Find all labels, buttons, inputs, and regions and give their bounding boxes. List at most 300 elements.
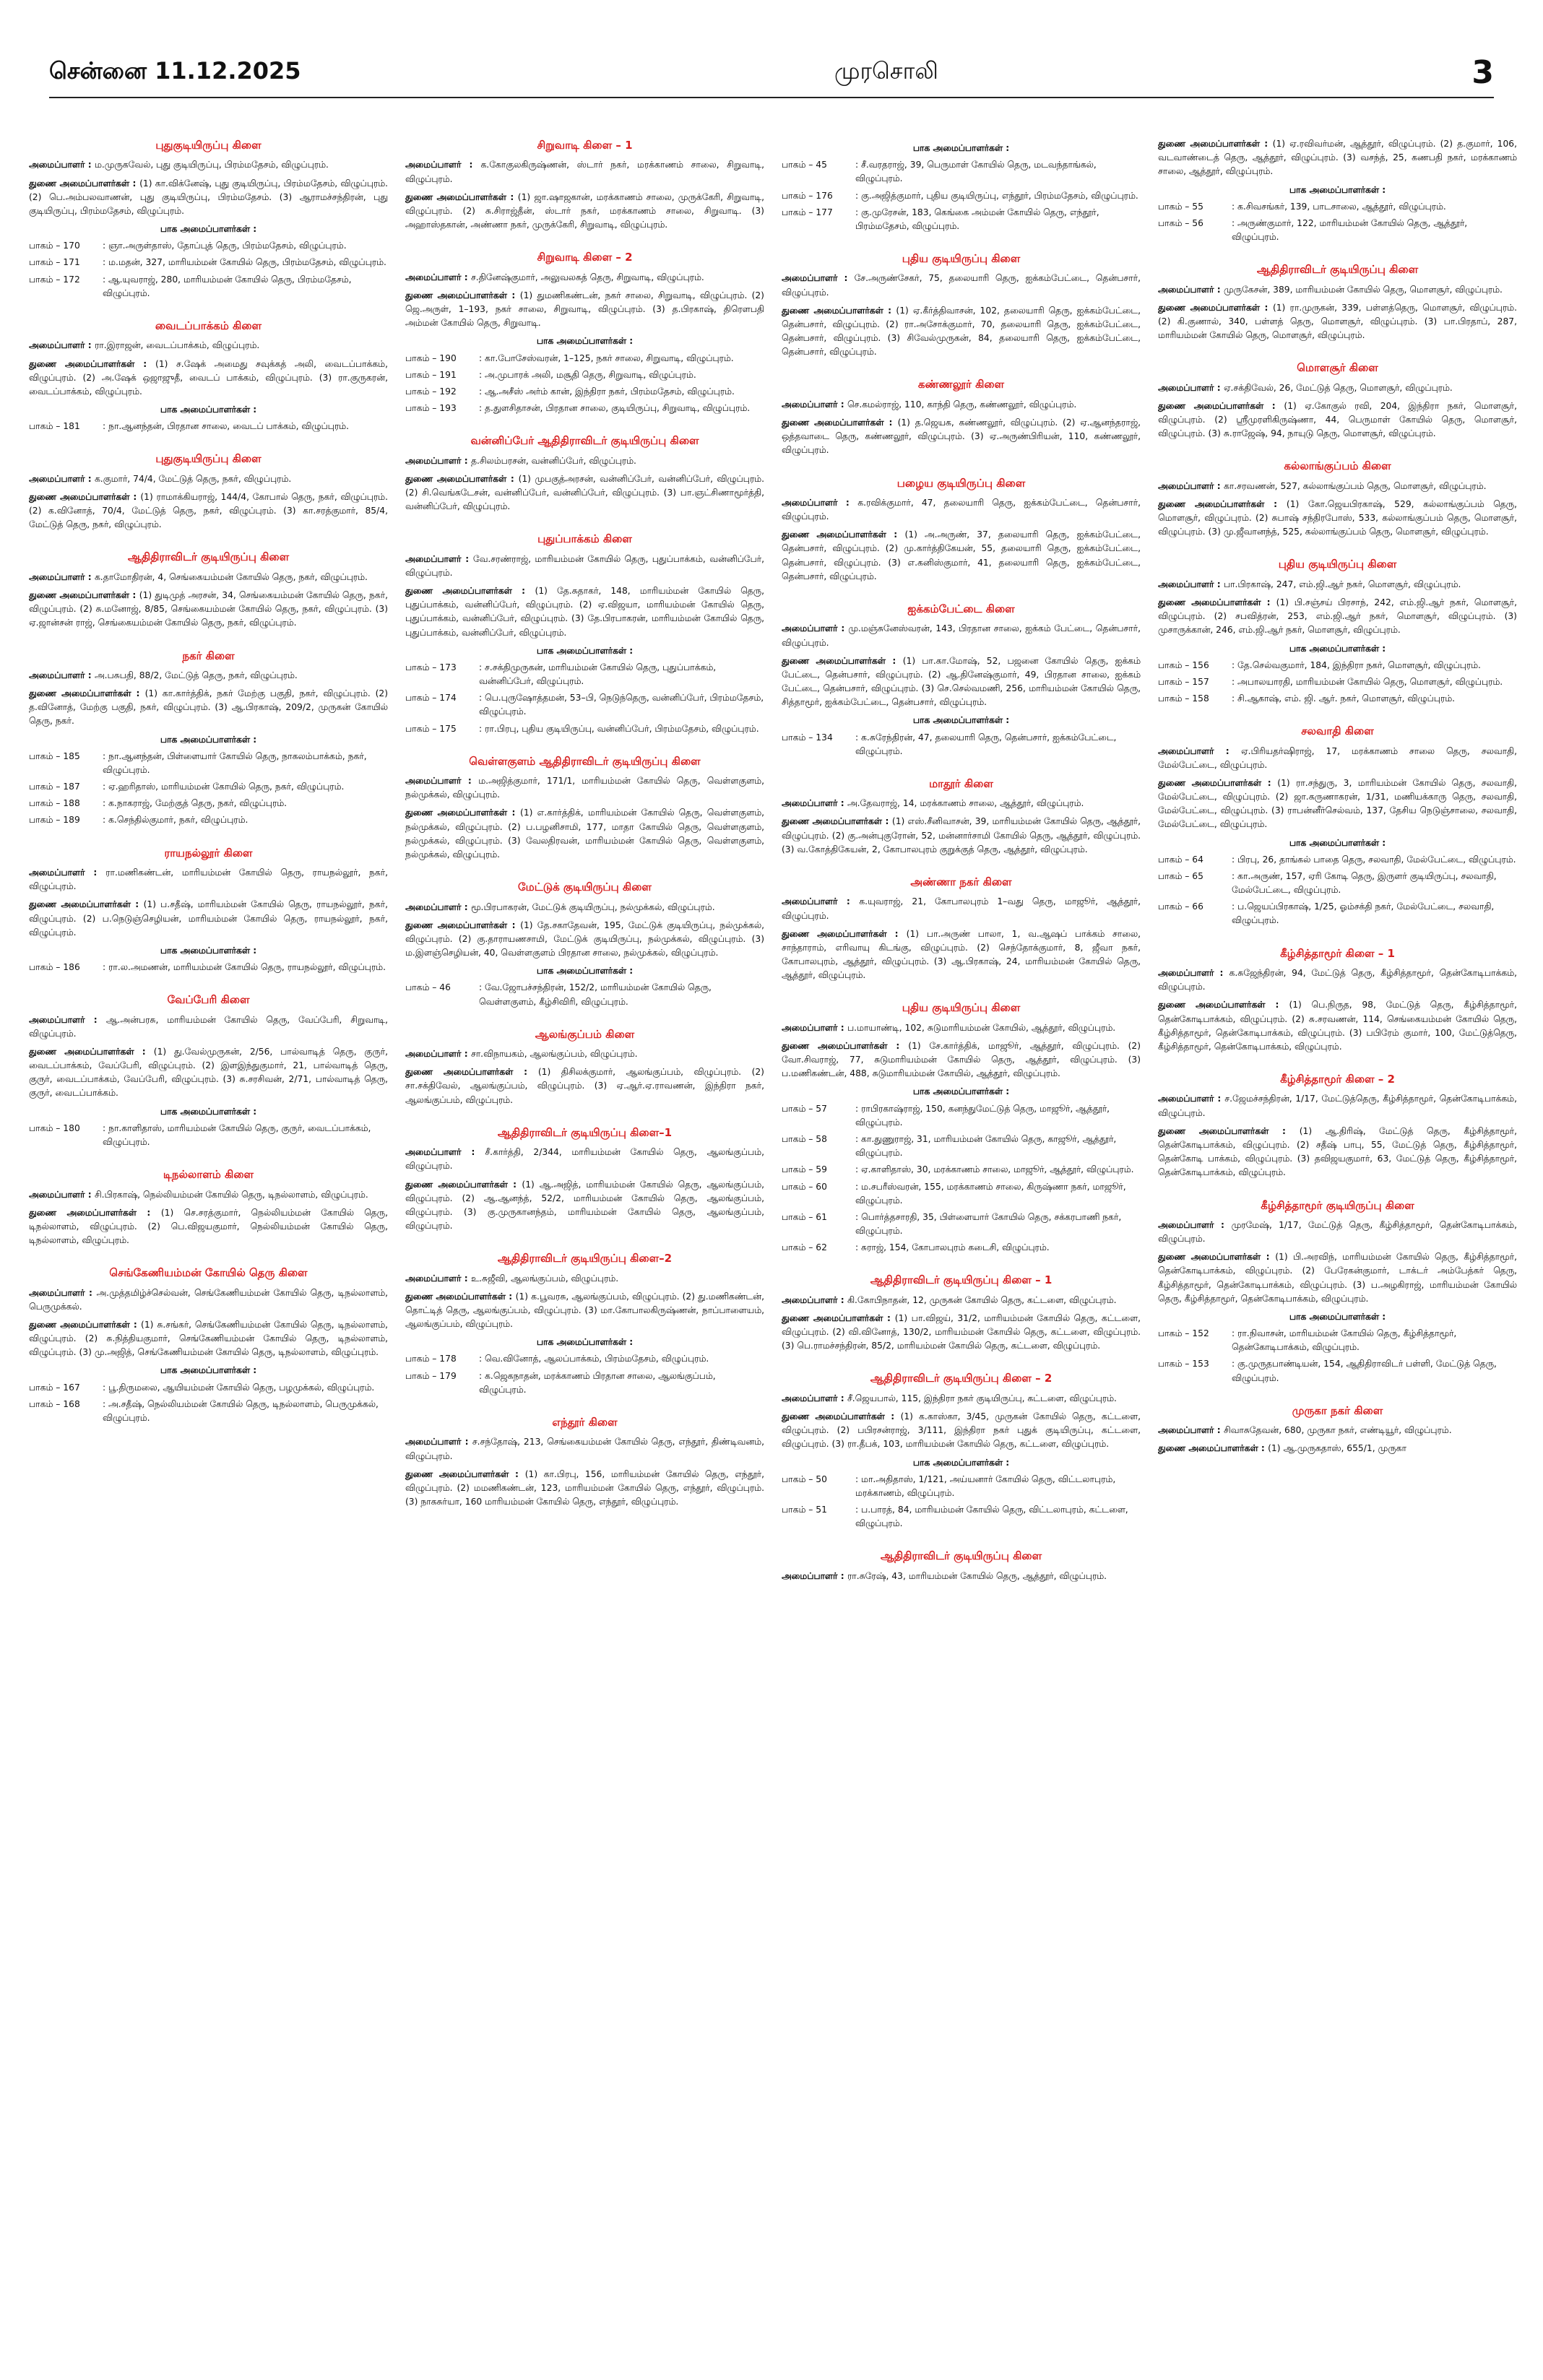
secretary-label: அமைப்பாளர் :: [782, 399, 847, 410]
branch-title: சிறுவாடி கிளை – 2: [537, 251, 633, 264]
secretary-entry: [782, 622, 1141, 649]
ward-value: : வெ.வினோத், ஆலப்பாக்கம், பிரம்மதேசம், விழுப்புரம்.: [479, 1354, 709, 1364]
deputy-value: (1) தே.சுதாகர், 148, மாரியம்மன் கோயில் தெரு, புதுப்பாக்கம், வன்னிப்பேர், விழுப்புரம். (2) ஏ.விஜயா, மாரியம்மன் கோயில் தெரு, புதுப்பாக்கம், வன்னிப்பேர், விழுப்புரம். (3) தே.பிரபாகரன், மாரியம்மன் கோயில் தெரு, புதுப்பாக்கம், வன்னிப்பேர், விழுப்புரம்.: [405, 586, 764, 638]
ward-row: [782, 1163, 1141, 1177]
secretary-label: அமைப்பாளர் :: [1158, 1219, 1232, 1230]
secretary-value: ப.மாயாண்டி, 102, சுடுமாரியம்மன் கோயில், ஆத்தூர், விழுப்புரம்.: [847, 1022, 1116, 1033]
ward-number: பாகம் – 188: [29, 798, 80, 809]
newspaper-name: முரசொலி: [834, 57, 938, 85]
deputy-entry: [29, 687, 388, 729]
header-rule: [49, 97, 1494, 98]
deputy-entry: [29, 1045, 388, 1101]
ward-row: [29, 1398, 388, 1425]
branch-title: கீழ்சித்தாமூர் கிளை – 1: [1280, 946, 1395, 960]
ward-number: பாகம் – 152: [1158, 1328, 1209, 1339]
secretary-value: ம.அஜித்குமார், 171/1, மாரியம்மன் கோயில் தெரு, வெள்ளகுளம், நல்முக்கல், விழுப்புரம்.: [405, 776, 764, 800]
ward-row: [29, 420, 388, 433]
ward-row: [1158, 1327, 1517, 1354]
branch-title: மேட்டுக் குடியிருப்பு கிளை: [518, 880, 652, 894]
secretary-label: அமைப்பாளர் :: [782, 896, 860, 907]
deputy-label: துணை அமைப்பாளர்கள் :: [29, 1207, 161, 1218]
branch-section: [29, 845, 388, 975]
deputy-entry: [405, 289, 764, 331]
ward-number: பாகம் – 174: [405, 693, 457, 704]
secretary-label: அமைப்பாளர் :: [782, 497, 858, 508]
ward-number: பாகம் – 60: [782, 1181, 827, 1192]
ward-row: [29, 750, 388, 777]
ward-row: [29, 1381, 388, 1395]
ward-number: பாகம் – 65: [1158, 870, 1203, 881]
deputy-label: துணை அமைப்பாளர்கள் :: [29, 358, 156, 369]
branch-title: புதுப்பாக்கம் கிளை: [537, 532, 632, 546]
secretary-entry: [782, 496, 1141, 524]
ward-value: : க.சிவசங்கர், 139, பாடசாலை, ஆத்தூர், விழுப்புரம்.: [1232, 201, 1446, 212]
secretary-label: அமைப்பாளர் :: [782, 1022, 847, 1033]
ward-number: பாகம் – 192: [405, 386, 457, 397]
deputy-entry: [1158, 596, 1517, 638]
secretary-entry: [782, 895, 1141, 922]
deputy-label: துணை அமைப்பாளர்கள் :: [1158, 597, 1276, 607]
deputy-value: (1) கா.கார்த்திக், நகர் மேற்கு பகுதி, நகர், விழுப்புரம். (2) த.வினோத், மேற்கு பகுதி, நகர், விழுப்புரம். (3) ஆ.பிரகாஷ், 209/2, முருகன் கோயில் தெரு, நகர்.: [29, 688, 388, 727]
branch-section: [782, 1000, 1141, 1255]
branch-section: [782, 142, 1141, 233]
secretary-value: ச.தினேஷ்குமார், அலுவலகத் தெரு, சிறுவாடி, விழுப்புரம்.: [470, 272, 704, 282]
ward-value: : பொர்த்தசாரதி, 35, பிள்ளையார் கோயில் தெரு, சக்கரபாணி நகர், விழுப்புரம்.: [855, 1211, 1122, 1237]
branch-section: [405, 1026, 764, 1107]
column-3: [782, 137, 1141, 2369]
secretary-label: அமைப்பாளர் :: [782, 1570, 847, 1581]
ward-row: [405, 691, 764, 719]
deputy-label: துணை அமைப்பாளர்கள் :: [782, 1040, 909, 1051]
deputy-entry: [405, 1468, 764, 1510]
branch-title: புதிய குடியிருப்பு கிளை: [1278, 558, 1397, 571]
secretary-entry: [405, 1435, 764, 1463]
secretary-label: அமைப்பாளர் :: [1158, 968, 1229, 979]
deputy-value: (1) ஆ.திரிஷ், மேட்டுத் தெரு, கீழ்சித்தாமூர், தென்கோடிபாக்கம், விழுப்புரம். (2) சதீஷ் பாபு, 55, மேட்டுத் தெரு, கீழ்சித்தாமூர், தென்கோடி பாக்கம், விழுப்புரம். (3) தவிஜயகுமார், 63, மேட்டுத் தெரு, கீழ்சித்தாமூர், தென்கோடிபாக்கம், விழுப்புரம்.: [1158, 1125, 1517, 1178]
ward-row: [1158, 1357, 1517, 1385]
secretary-label: அமைப்பாளர் :: [1158, 1094, 1225, 1104]
deputy-label: துணை அமைப்பாளர்கள் :: [782, 1411, 901, 1421]
secretary-entry: [405, 774, 764, 802]
ward-value: : பூ.திருமலை, ஆயியம்மன் கோயில் தெரு, பழமுக்கல், விழுப்புரம்.: [103, 1382, 375, 1393]
branch-section: [782, 376, 1141, 457]
ward-row: [782, 1241, 1141, 1255]
ward-value: : அ.சதீஷ், நெல்லியம்மன் கோயில் தெரு, டிநல்லாளம், பெருமுக்கல், விழுப்புரம்.: [103, 1398, 379, 1423]
deputy-entry: [782, 815, 1141, 857]
deputy-entry: [782, 1312, 1141, 1354]
secretary-entry: [405, 158, 764, 186]
deputy-label: துணை அமைப்பாளர்கள் :: [1158, 1000, 1289, 1011]
ward-row: [1158, 853, 1517, 867]
secretary-value: ஏ.பிரியதர்ஷிராஜ், 17, மரக்காணம் சாலை தெரு, சலவாதி, மேல்பேட்டை, விழுப்புரம்.: [1158, 745, 1517, 770]
ward-value: : அ.முபாரக் அலி, மசூதி தெரு, சிறுவாடி, விழுப்புரம்.: [479, 369, 696, 380]
secretary-value: அ.முத்தமிழ்ச்செல்வன், செங்கேணியம்மன் கோயில் தெரு, டிநல்லாளம், பெருமுக்கல்.: [29, 1287, 388, 1312]
deputy-value: (1) துமணிகண்டன், நகர் சாலை, சிறுவாடி, விழுப்புரம். (2) ஜெ.அருள், 1–193, நகர் சாலை, சிறுவாடி, விழுப்புரம். (3) த.பிரகாஷ், திரௌபதி அம்மன் கோயில் தெரு, சிறுவாடி.: [405, 290, 764, 329]
secretary-value: மூ.பிரபாகரன், மேட்டுக் குடியிருப்பு, நல்முக்கல், விழுப்புரம்.: [470, 901, 715, 912]
deputy-value: (1) அ.அருண், 37, தலையாரி தெரு, ஐக்கம்பேட்டை, தென்பசார், விழுப்புரம். (2) மு.கார்த்திகேயன், 55, தலையாரி தெரு, ஐக்கம்பேட்டை, தென்பசார், விழுப்புரம். (3) எ.கனிஸ்குமார், 41, தலையாரி தெரு, ஐக்கம்பேட்டை, தென்பசார், விழுப்புரம்.: [782, 529, 1141, 581]
ward-number: பாகம் – 46: [405, 982, 451, 993]
ward-value: : ஆ.அசீஸ் அர்ம் கான், இந்திரா நகர், பிரம்மதேசம், விழுப்புரம்.: [479, 386, 735, 397]
deputy-label: துணை அமைப்பாளர்கள் :: [782, 1312, 895, 1323]
branch-section: [1158, 556, 1517, 706]
branch-section: [782, 601, 1141, 758]
branch-section: [782, 1370, 1141, 1531]
branch-title: வைடப்பாக்கம் கிளை: [155, 319, 262, 332]
branch-title: நகர் கிளை: [182, 649, 235, 662]
ward-heading: பாக அமைப்பாளர்கள் :: [160, 734, 257, 745]
deputy-value: (1) பெ.நிருத, 98, மேட்டுத் தெரு, கீழ்சித்தாமூர், தென்கோடிபாக்கம், விழுப்புரம். (2) சு.சரவணன், 114, செங்கையம்மன் கோயில் தெரு, கீழ்சித்தாமூர், தென்கோடிபாக்கம், விழுப்புரம். (3) பபிரேம் குமார், 100, மேட்டுத்தெரு, கீழ்சித்தாமூர், தென்கோடிபாக்கம், விழுப்புரம்.: [1158, 1000, 1517, 1052]
branch-section: [782, 475, 1141, 584]
secretary-label: அமைப்பாளர் :: [1158, 1425, 1224, 1436]
ward-number: பாகம் – 193: [405, 403, 457, 414]
secretary-entry: [29, 472, 388, 486]
deputy-entry: [405, 1178, 764, 1234]
ward-row: [1158, 659, 1517, 672]
deputy-entry: [1158, 776, 1517, 832]
deputy-label: துணை அமைப்பாளர்கள் :: [405, 1468, 525, 1479]
ward-value: : அபாலயாரதி, மாரியம்மன் கோயில் தெரு, மொளசூர், விழுப்புரம்.: [1232, 676, 1503, 687]
ward-number: பாகம் – 185: [29, 750, 80, 761]
ward-value: : கா.அருண், 157, ஏரி கோடி தெரு, இருளர் குடியிருப்பு, சலவாதி, மேல்பேட்டை, விழுப்புரம்.: [1232, 870, 1497, 896]
secretary-value: சீ.கார்த்தி, 2/344, மாரியம்மன் கோயில் தெரு, ஆலங்குப்பம், விழுப்புரம்.: [405, 1147, 764, 1172]
deputy-entry: [29, 898, 388, 940]
branch-title: கீழ்சித்தாமூர் குடியிருப்பு கிளை: [1261, 1198, 1414, 1212]
deputy-entry: [1158, 1250, 1517, 1306]
ward-heading: பாக அமைப்பாளர்கள் :: [912, 715, 1010, 726]
secretary-label: அமைப்பாளர் :: [1158, 382, 1224, 393]
secretary-label: அமைப்பாளர் :: [405, 272, 471, 282]
deputy-value: (1) பா.அருண் பாலா, 1, வ.ஆஷப் பாக்கம் சாலை, சாந்தாராம், எரிவாயு கிடங்கு, விழுப்புரம். (2) செந்தோக்குமார், 8, ஜீவா நகர், கோபாலபுரம், ஆத்தூர், விழுப்புரம். (3) ஆ.பிரகாஷ், 24, மாரியம்மன் கோயில் தெரு, ஆத்தூர், விழுப்புரம்.: [782, 928, 1141, 981]
ward-row: [782, 189, 1141, 203]
ward-value: : கா.துணுராஜ், 31, மாரியம்மன் கோயில் தெரு, காஜூர், ஆத்தூர், விழுப்புரம்.: [855, 1133, 1117, 1159]
secretary-entry: [405, 901, 764, 914]
deputy-entry: [405, 472, 764, 514]
branch-section: [405, 1414, 764, 1509]
ward-value: : கு.முருதபாண்டியன், 154, ஆதிதிராவிடர் பள்ளி, மேட்டுத் தெரு, விழுப்புரம்.: [1232, 1359, 1497, 1383]
deputy-entry: [29, 1206, 388, 1248]
deputy-value: (1) ப.சதீஷ், மாரியம்மன் கோயில் தெரு, ராயநல்லூர், நகர், விழுப்புரம். (2) ப.நெடுஞ்செழியன், மாரியம்மன் கோயில் தெரு, ராயநல்லூர், நகர், விழுப்புரம்.: [29, 899, 388, 938]
ward-number: பாகம் – 167: [29, 1382, 80, 1393]
secretary-value: அ.பசுபதி, 88/2, மேட்டுத் தெரு, நகர், விழுப்புரம்.: [94, 670, 298, 680]
secretary-entry: [1158, 1092, 1517, 1120]
ward-value: : ஞா.அருள்தாஸ், தோப்புத் தெரு, பிரம்மதேசம், விழுப்புரம்.: [103, 241, 347, 251]
secretary-label: அமைப்பாளர் :: [405, 776, 479, 787]
ward-number: பாகம் – 56: [1158, 217, 1203, 228]
ward-row: [29, 780, 388, 794]
ward-value: : சி.ஆகாஷ், எம். ஜி. ஆர். நகர், மொளசூர், விழுப்புரம்.: [1232, 693, 1456, 704]
secretary-entry: [782, 398, 1141, 412]
secretary-label: அமைப்பாளர் :: [29, 867, 106, 878]
deputy-value: (1) பா.விஜய், 31/2, மாரியம்மன் கோயில் தெரு, கட்டளை, விழுப்புரம். (2) வி.வினோத், 130/2, மாரியம்மன் கோயில் தெரு, கட்டளை, விழுப்புரம். (3) பெ.ராமச்சந்திரன், 85/2, மாரியம்மன் கோயில் தெரு, கட்டளை, விழுப்புரம்.: [782, 1312, 1141, 1351]
column-2: [405, 137, 764, 2369]
deputy-entry: [1158, 399, 1517, 441]
deputy-value: (1) த.ஜெயக, கண்ணலூர், விழுப்புரம். (2) ஏ.ஆனந்தராஜ், ஒத்தவாடை தெரு, கண்ணலூர், விழுப்புரம். (3) ஏ.அருண்பிரியன், 110, கண்ணலூர், விழுப்புரம்.: [782, 417, 1141, 456]
branch-section: [405, 879, 764, 1009]
ward-row: [1158, 900, 1517, 927]
ward-heading: பாக அமைப்பாளர்கள் :: [160, 945, 257, 956]
ward-value: : ரா.நிவாசன், மாரியம்மன் கோயில் தெரு, கீழ்சித்தாமூர், தென்கோடிபாக்கம், விழுப்புரம்.: [1232, 1328, 1457, 1353]
secretary-entry: [29, 571, 388, 584]
ward-number: பாகம் – 157: [1158, 676, 1209, 687]
branch-title: மொளசூர் கிளை: [1297, 361, 1378, 375]
deputy-entry: [405, 584, 764, 640]
secretary-entry: [1158, 745, 1517, 772]
branch-title: புதுகுடியிருப்பு கிளை: [155, 139, 262, 152]
ward-value: : நா.காளிதாஸ், மாரியம்மன் கோயில் தெரு, குருர், வைடப்பாக்கம், விழுப்புரம்.: [103, 1122, 371, 1147]
ward-value: : க.நாகராஜ், மேற்குத் தெரு, நகர், விழுப்புரம்.: [103, 798, 288, 809]
ward-value: : ப.ஜெயப்பிரகாஷ், 1/25, ஓம்சக்தி நகர், மேல்பேட்டை, சலவாதி, விழுப்புரம்.: [1232, 901, 1495, 926]
deputy-value: (1) துடிமுத் அரசன், 34, செங்கையம்மன் கோயில் தெரு, நகர், விழுப்புரம். (2) சு.மனோஜ், 8/85, செங்கையம்மன் கோயில் தெரு, நகர், விழுப்புரம். (3) ஏ.ஜான்சன் ராஜ், செங்கையம்மன் கோயில் தெரு, நகர், விழுப்புரம்.: [29, 590, 388, 628]
branch-title: வன்னிப்பேர் ஆதிதிராவிடர் குடியிருப்பு கிளை: [470, 434, 699, 448]
ward-heading: பாக அமைப்பாளர்கள் :: [160, 404, 257, 415]
deputy-entry: [782, 1410, 1141, 1452]
ward-number: பாகம் – 50: [782, 1474, 827, 1484]
branch-section: [1158, 1198, 1517, 1385]
deputy-entry: [29, 589, 388, 631]
ward-number: பாகம் – 170: [29, 241, 80, 251]
ward-row: [782, 1180, 1141, 1208]
deputy-value: (1) பா.கா.மோஷ், 52, பஜனை கோயில் தெரு, ஐக்கம் பேட்டை, தென்பசார், விழுப்புரம். (2) ஆ.தினேஷ்குமார், 49, பிரதான சாலை, ஐக்கம் பேட்டை, தென்பசார், விழுப்புரம். (3) செ.செல்வமணி, 256, மாரியம்மன் கோயில் தெரு, சித்தாமூர், ஐக்கம்பேட்டை, தென்பசார், விழுப்புரம்.: [782, 655, 1141, 708]
ward-number: பாகம் – 57: [782, 1103, 827, 1114]
deputy-label: துணை அமைப்பாளர்கள் :: [29, 688, 145, 699]
secretary-entry: [1158, 966, 1517, 994]
secretary-value: க.குமார், 74/4, மேட்டுத் தெரு, நகர், விழுப்புரம்.: [94, 473, 292, 484]
deputy-label: துணை அமைப்பாளர்கள் :: [405, 586, 535, 596]
deputy-value: (1) ஜா.ஷாஜகான், மரக்காணம் சாலை, முருக்கேரி, சிறுவாடி, விழுப்புரம். (2) சு.சிராஜ்தீன், ஸ்டார் நகர், மரக்காணம் சாலை, சிறுவாடி. (3) அஹாஸ்தகான், அண்ணா நகர், முருக்கேரி, சிறுவாடி, விழுப்புரம்.: [405, 191, 764, 230]
ward-value: : சீ.வரதராஜ், 39, பெருமாள் கோயில் தெரு, மடவந்தாங்கல், விழுப்புரம்.: [855, 160, 1097, 184]
secretary-entry: [782, 1021, 1141, 1035]
deputy-value: (1) எஸ்.சீனிவாசன், 39, மாரியம்மன் கோயில் தெரு, ஆத்தூர், விழுப்புரம். (2) கு.அன்புகுரோன், 52, மன்னார்சாமி கோயில் தெரு, ஆத்தூர், விழுப்புரம். (3) வ.கோத்திகேயன், 2, கோபாலபுரம் குறுக்குத் தெரு, ஆத்தூர், விழுப்புரம்.: [782, 816, 1141, 854]
secretary-entry: [29, 1013, 388, 1041]
ward-row: [405, 661, 764, 688]
secretary-label: அமைப்பாளர் :: [405, 160, 481, 170]
secretary-label: அமைப்பாளர் :: [1158, 579, 1224, 589]
ward-number: பாகம் – 158: [1158, 693, 1209, 704]
deputy-value: (1) ஆ.அஜித், மாரியம்மன் கோயில் தெரு, ஆலங்குப்பம், விழுப்புரம். (2) ஆ.ஆனந்த், 52/2, மாரியம்மன் கோயில் தெரு, ஆலங்குப்பம், விழுப்புரம். (3) கு.முருகானந்தம், மாரியம்மன் கோயில் தெரு, ஆலங்குப்பம், விழுப்புரம்.: [405, 1179, 764, 1232]
ward-number: பாகம் – 178: [405, 1354, 457, 1364]
branch-title: எந்தூர் கிளை: [552, 1416, 618, 1429]
ward-heading: பாக அமைப்பாளர்கள் :: [536, 645, 634, 656]
secretary-label: அமைப்பாளர் :: [405, 901, 471, 912]
deputy-value: (1) க.பூவரசு, ஆலங்குப்பம், விழுப்புரம். (2) து.மணிகண்டன், தொட்டித் தெரு, ஆலங்குப்பம், விழுப்புரம். (3) மா.கோபாலகிருஷ்ணன், நாப்பாளையம், ஆலங்குப்பம், விழுப்புரம்.: [405, 1291, 764, 1330]
branch-title: டிநல்லாளம் கிளை: [163, 1168, 254, 1182]
ward-number: பாகம் – 153: [1158, 1359, 1209, 1369]
deputy-value: (1) ரா.சந்துரு, 3, மாரியம்மன் கோயில் தெரு, சலவாதி, மேல்பேட்டை, விழுப்புரம். (2) ஜா.கருணாகரன், 1/31, மணியக்காரு தெரு, சலவாதி, மேல்பேட்டை, விழுப்புரம். (3) ராபன்னீர்செல்வம், 137, தேசிய நெடுஞ்சாலை, சலவாதி, மேல்பேட்டை, விழுப்புரம்.: [1158, 777, 1517, 830]
ward-row: [782, 158, 1141, 186]
branch-title: ஆதிதிராவிடர் குடியிருப்பு கிளை – 1: [870, 1273, 1053, 1287]
branch-section: [405, 137, 764, 232]
branch-title: வெள்ளகுளம் ஆதிதிராவிடர் குடியிருப்பு கிளை: [469, 754, 701, 768]
deputy-value: (1) ஏ.ரவிவர்மன், ஆத்தூர், விழுப்புரம். (2) த.குமார், 106, வடவாண்டைத் தெரு, ஆத்தூர், விழுப்புரம். (3) வசந்த், 25, கணபதி நகர், மரக்காணம் சாலை, ஆத்தூர், விழுப்புரம்.: [1158, 139, 1517, 177]
secretary-entry: [782, 272, 1141, 299]
secretary-entry: [29, 866, 388, 893]
secretary-label: அமைப்பாளர் :: [29, 571, 95, 582]
secretary-value: சா.விநாயகம், ஆலங்குப்பம், விழுப்புரம்.: [470, 1049, 638, 1060]
ward-number: பாகம் – 168: [29, 1398, 80, 1409]
deputy-entry: [1158, 301, 1517, 343]
secretary-value: த.சிலம்பரசன், வன்னிப்பேர், விழுப்புரம்.: [470, 455, 636, 466]
ward-number: பாகம் – 191: [405, 369, 457, 380]
ward-value: : ராபிரகாஷ்ராஜ், 150, கனந்துமேட்டுத் தெரு, மாஜூர், ஆத்தூர், விழுப்புரம்.: [855, 1103, 1110, 1128]
deputy-entry: [782, 927, 1141, 983]
branch-title: ஆதிதிராவிடர் குடியிருப்பு கிளை–1: [497, 1125, 673, 1139]
deputy-label: துணை அமைப்பாளர்கள் :: [405, 1067, 538, 1078]
deputy-label: துணை அமைப்பாளர்கள் :: [782, 305, 896, 316]
secretary-entry: [782, 797, 1141, 810]
deputy-value: (1) எ.கார்த்திக், மாரியம்மன் கோயில் தெரு, வெள்ளகுளம், நல்முக்கல், விழுப்புரம். (2) ப.பழனிசாமி, 177, மாதா கோயில் தெரு, வெள்ளகுளம், நல்முக்கல், விழுப்புரம். (3) வேலதிரவன், மாரியம்மன் கோயில் தெரு, வெள்ளகுளம், நல்முக்கல், விழுப்புரம்.: [405, 808, 764, 860]
branch-title: ஆலங்குப்பம் கிளை: [535, 1027, 635, 1041]
branch-title: சலவாதி கிளை: [1301, 724, 1374, 738]
ward-value: : த.துளசிதாசன், பிரதான சாலை, குடியிருப்பு, சிறுவாடி, விழுப்புரம்.: [479, 403, 751, 414]
branch-section: [29, 318, 388, 433]
secretary-value: சே.அருண்சேகர், 75, தலையாரி தெரு, ஐக்கம்பேட்டை, தென்பசார், விழுப்புரம்.: [782, 273, 1141, 298]
ward-value: : தே.செல்வகுமார், 184, இந்திரா நகர், மொளசூர், விழுப்புரம்.: [1232, 659, 1481, 670]
deputy-label: துணை அமைப்பாளர்கள் :: [29, 899, 144, 910]
branch-title: கல்லாங்குப்பம் கிளை: [1284, 459, 1391, 473]
secretary-label: அமைப்பாளர் :: [29, 1189, 95, 1200]
deputy-label: துணை அமைப்பாளர்கள் :: [1158, 498, 1287, 509]
deputy-label: துணை அமைப்பாளர்கள் :: [29, 1319, 142, 1330]
deputy-value: (1) து.வேல்முருகன், 2/56, பால்வாடித் தெரு, குருர், வைடப்பாக்கம், வேப்பேரி, விழுப்புரம். (2) இளஇந்துகுமார், 21, பால்வாடித் தெரு, குருர், வைடப்பாக்கம், வேப்பேரி, விழுப்புரம். (3) சு.சரசிவன், 2/71, பால்வாடித் தெரு, குருர், வைடப்பாக்கம்.: [29, 1046, 388, 1099]
ward-value: : கா.போசேஸ்வரன், 1–125, நகர் சாலை, சிறுவாடி, விழுப்புரம்.: [479, 352, 734, 363]
ward-row: [1158, 675, 1517, 689]
deputy-entry: [1158, 137, 1517, 179]
secretary-value: ச.ஜேமச்சந்திரன், 1/17, மேட்டுத்தெரு, கீழ்சித்தாமூர், தென்கோடிபாக்கம், விழுப்புரம்.: [1158, 1094, 1517, 1118]
ward-value: : க.சுரேந்திரன், 47, தலையாரி தெரு, தென்பசார், ஐக்கம்பேட்டை, விழுப்புரம்.: [855, 732, 1117, 756]
deputy-entry: [29, 1318, 388, 1360]
deputy-value: (1) செ.சரத்குமார், நெல்லியம்மன் கோயில் தெரு, டிநல்லாளம், விழுப்புரம். (2) பெ.விஜயகுமார், நெல்லியம்மன் கோயில் தெரு, டிநல்லாளம், விழுப்புரம்.: [29, 1207, 388, 1246]
ward-row: [29, 1122, 388, 1149]
deputy-entry: [405, 191, 764, 233]
ward-value: : நா.ஆனந்தன், பிள்ளையார் கோயில் தெரு, நாகலம்பாக்கம், நகர், விழுப்புரம்.: [103, 750, 367, 775]
branch-section: [405, 433, 764, 514]
deputy-label: துணை அமைப்பாளர்கள் :: [1158, 302, 1273, 313]
secretary-label: அமைப்பாளர் :: [782, 1294, 847, 1305]
secretary-label: அமைப்பாளர் :: [29, 1287, 97, 1298]
secretary-label: அமைப்பாளர் :: [1158, 480, 1224, 491]
deputy-value: (1) சே.கார்த்திக், மாஜூர், ஆத்தூர், விழுப்புரம். (2) வோ.சிவராஜ், 77, சுடுமாரியம்மன் கோயில் தெரு, ஆத்தூர், விழுப்புரம். (3) ப.மணிகண்டன், 488, சுடுமாரியம்மன் கோயில், ஆத்தூர், விழுப்புரம்.: [782, 1040, 1141, 1079]
deputy-label: துணை அமைப்பாளர்கள் :: [405, 290, 520, 300]
article-columns: [29, 137, 1517, 2369]
ward-row: [29, 239, 388, 253]
secretary-value: மு.மஞ்சுனேஸ்வரன், 143, பிரதான சாலை, ஐக்கம் பேட்டை, தென்பசார், விழுப்புரம்.: [782, 623, 1141, 648]
branch-section: [782, 251, 1141, 359]
branch-section: [29, 1265, 388, 1425]
ward-number: பாகம் – 186: [29, 962, 80, 973]
secretary-value: ரா.இராஜன், வைடப்பாக்கம், விழுப்புரம்.: [94, 340, 260, 351]
branch-title: முருகா நகர் கிளை: [1292, 1403, 1383, 1417]
branch-section: [405, 249, 764, 415]
secretary-value: க.கோகுலகிருஷ்ணன், ஸ்டார் நகர், மரக்காணம் சாலை, சிறுவாடி, விழுப்புரம்.: [405, 160, 764, 184]
deputy-label: துணை அமைப்பாளர்கள் :: [29, 1046, 154, 1057]
ward-number: பாகம் – 176: [782, 190, 833, 201]
secretary-label: அமைப்பாளர் :: [29, 1014, 106, 1025]
ward-number: பாகம் – 45: [782, 160, 827, 170]
secretary-value: சீ.ஜெயபால், 115, இந்திரா நகர் குடியிருப்பு, கட்டளை, விழுப்புரம்.: [847, 1393, 1117, 1403]
ward-row: [29, 273, 388, 300]
deputy-label: துணை அமைப்பாளர்கள் :: [782, 928, 907, 939]
branch-section: [782, 1548, 1141, 1583]
deputy-entry: [1158, 1442, 1517, 1455]
ward-row: [782, 1503, 1141, 1531]
secretary-value: க.யுவராஜ், 21, கோபாலபுரம் 1–வது தெரு, மாஜூர், ஆத்தூர், விழுப்புரம்.: [782, 896, 1141, 921]
secretary-entry: [405, 454, 764, 468]
ward-number: பாகம் – 134: [782, 732, 833, 743]
secretary-entry: [29, 1188, 388, 1202]
deputy-entry: [1158, 1125, 1517, 1180]
ward-heading: பாக அமைப்பாளர்கள் :: [536, 336, 634, 347]
ward-row: [782, 1102, 1141, 1130]
ward-row: [782, 206, 1141, 233]
deputy-label: துணை அமைப்பாளர்கள் :: [1158, 1443, 1268, 1454]
ward-heading: பாக அமைப்பாளர்கள் :: [536, 1337, 634, 1348]
secretary-entry: [29, 1286, 388, 1314]
secretary-value: ரா.சுரேஷ், 43, மாரியம்மன் கோயில் தெரு, ஆத்தூர், விழுப்புரம்.: [847, 1570, 1107, 1581]
ward-heading: பாக அமைப்பாளர்கள் :: [912, 1457, 1010, 1468]
branch-title: புதுகுடியிருப்பு கிளை: [155, 452, 262, 466]
ward-number: பாகம் – 55: [1158, 201, 1203, 212]
ward-value: : க.செந்தில்குமார், நகர், விழுப்புரம்.: [103, 815, 248, 826]
ward-row: [405, 402, 764, 415]
ward-value: : க.ஜெகநாதன், மரக்காணம் பிரதான சாலை, ஆலங்குப்பம், விழுப்புரம்.: [479, 1370, 716, 1395]
deputy-entry: [782, 304, 1141, 360]
branch-section: [405, 531, 764, 735]
ward-value: : ஏ.ஹரிதாஸ், மாரியம்மன் கோயில் தெரு, நகர், விழுப்புரம்.: [103, 782, 345, 792]
branch-title: ஆதிதிராவிடர் குடியிருப்பு கிளை: [880, 1549, 1042, 1563]
issue-date: சென்னை 11.12.2025: [49, 57, 301, 85]
branch-section: [29, 451, 388, 532]
branch-section: [29, 648, 388, 828]
secretary-value: ஆ.அன்பரசு, மாரியம்மன் கோயில் தெரு, வேப்பேரி, சிறுவாடி, விழுப்புரம்.: [29, 1014, 388, 1039]
ward-row: [1158, 870, 1517, 897]
secretary-entry: [1158, 1424, 1517, 1437]
deputy-label: துணை அமைப்பாளர்கள் :: [405, 1291, 516, 1302]
secretary-label: அமைப்பாளர் :: [29, 160, 95, 170]
deputy-value: (1) திசிலக்குமார், ஆலங்குப்பம், விழுப்புரம். (2) சா.சக்திவேல், ஆலங்குப்பம், விழுப்புரம். (3) ஏ.ஆர்.ஏ.ராவணன், இந்திரா நகர், ஆலங்குப்பம், விழுப்புரம்.: [405, 1067, 764, 1105]
ward-value: : ம.சபரீஸ்வரன், 155, மரக்காணம் சாலை, கிருஷ்ணா நகர், மாஜூர், விழுப்புரம்.: [855, 1181, 1126, 1206]
secretary-value: உ.சுஜீவி, ஆலங்குப்பம், விழுப்புரம்.: [470, 1273, 619, 1284]
secretary-entry: [1158, 381, 1517, 395]
secretary-entry: [405, 1272, 764, 1286]
secretary-value: அ.தேவராஜ், 14, மரக்காணம் சாலை, ஆத்தூர், விழுப்புரம்.: [847, 798, 1084, 809]
ward-row: [29, 961, 388, 974]
secretary-label: அமைப்பாளர் :: [405, 1437, 472, 1448]
ward-number: பாகம் – 173: [405, 662, 457, 672]
secretary-value: கி.கோபிநாதன், 12, முருகன் கோயில் தெரு, கட்டளை, விழுப்புரம்.: [847, 1294, 1117, 1305]
deputy-entry: [405, 1290, 764, 1332]
secretary-label: அமைப்பாளர் :: [1158, 745, 1242, 756]
deputy-label: துணை அமைப்பாளர்கள் :: [29, 590, 139, 600]
ward-number: பாகம் – 58: [782, 1133, 827, 1144]
deputy-label: துணை அமைப்பாளர்கள் :: [29, 178, 140, 189]
secretary-value: செ.கமல்ராஜ், 110, காந்தி தெரு, கண்ணலூர், விழுப்புரம்.: [847, 399, 1077, 410]
ward-value: : ச.சக்திமுருகன், மாரியம்மன் கோயில் தெரு, புதுப்பாக்கம், வன்னிப்பேர், விழுப்புரம்.: [479, 662, 717, 687]
branch-section: [29, 137, 388, 300]
branch-title: அண்ணா நகர் கிளை: [910, 875, 1012, 888]
branch-section: [1158, 945, 1517, 1054]
branch-title: ஆதிதிராவிடர் குடியிருப்பு கிளை – 2: [870, 1372, 1053, 1385]
deputy-value: (1) ச.ஷேக் அமைது சவுக்கத் அலி, வைடப்பாக்கம், விழுப்புரம். (2) அ.ஷேக் ஒஜாஜுதீ, வைடப் பாக்கம், விழுப்புரம். (3) ரா.குருகரன், வைடப்பாக்கம், விழுப்புரம்.: [29, 358, 388, 397]
ward-row: [782, 1133, 1141, 1160]
secretary-label: அமைப்பாளர் :: [405, 1273, 471, 1284]
deputy-label: துணை அமைப்பாளர்கள் :: [1158, 1125, 1300, 1136]
secretary-entry: [1158, 480, 1517, 493]
secretary-value: கா.சரவணன், 527, கல்லாங்குப்பம் தெரு, மொளசூர், விழுப்புரம்.: [1223, 480, 1487, 491]
column-1: [29, 137, 388, 2369]
secretary-label: அமைப்பாளர் :: [782, 798, 847, 809]
branch-section: [1158, 360, 1517, 441]
branch-title: கண்ணலூர் கிளை: [917, 378, 1005, 391]
